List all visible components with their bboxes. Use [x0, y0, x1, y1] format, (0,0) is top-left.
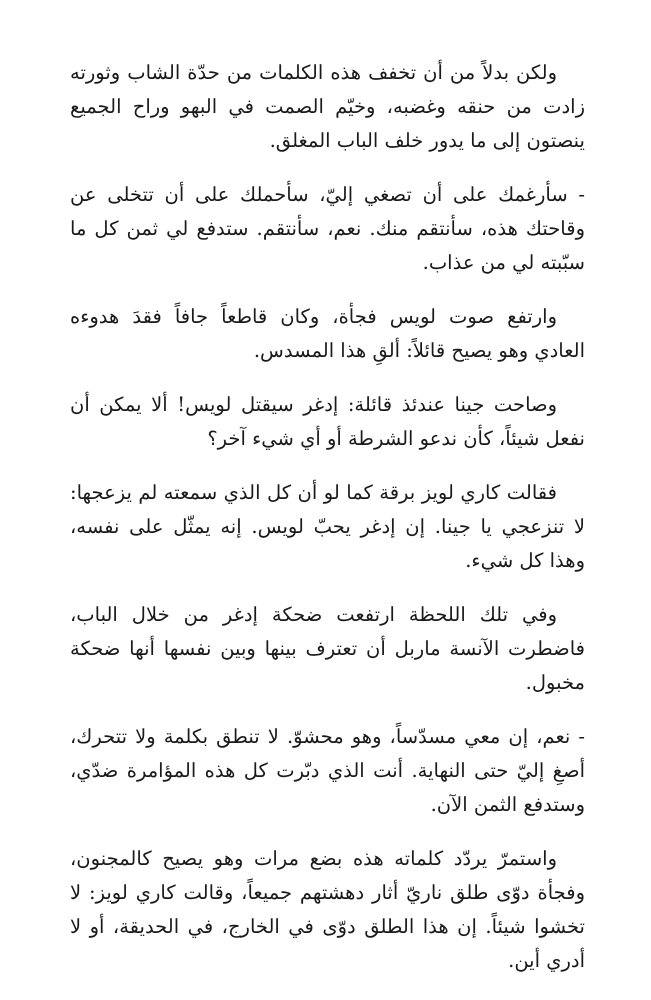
paragraph-2: - سأرغمك على أن تصغي إليّ، سأحملك على أن تتخلى عن وقاحتك هذه، سأنتقم منك. نعم، سأنتقم. ستدفع لي ثمن كل ما سبّبته لي من عذاب.	[70, 183, 585, 274]
paragraph-5: فقالت كاري لويز برقة كما لو أن كل الذي سمعته لم يزعجها: لا تنزعجي يا جينا. إن إدغر يحبّ لويس. إنه يمثّل على نفسه، وهذا كل شيء.	[70, 481, 585, 572]
paragraph-8: واستمرّ يردّد كلماته هذه بضع مرات وهو يصيح كالمجنون، وفجأة دوّى طلق ناريّ أثار دهشتهم جميعاً، وقالت كاري لويز: لا تخشوا شيئاً. إن هذا الطلق دوّى في الخارج، في الحديقة، أو لا أدري أين.	[70, 847, 585, 972]
paragraph-1: ولكن بدلاً من أن تخفف هذه الكلمات من حدّة الشاب وثورته زادت من حنقه وغضبه، وخيّم الصمت في البهو وراح الجميع ينصتون إلى ما يدور خلف الباب المغلق.	[70, 61, 585, 152]
paragraph-6: وفي تلك اللحظة ارتفعت ضحكة إدغر من خلال الباب، فاضطرت الآنسة ماربل أن تعترف بينها وبين نفسها أنها ضحكة مخبول.	[70, 603, 585, 694]
paragraph-4: وصاحت جينا عندئذ قائلة: إدغر سيقتل لويس! ألا يمكن أن نفعل شيئاً، كأن ندعو الشرطة أو أي شيء آخر؟	[70, 393, 585, 450]
paragraph-3: وارتفع صوت لويس فجأة، وكان قاطعاً جافاً فقدَ هدوءه العادي وهو يصيح قائلاً: ألقِ هذا المسدس.	[70, 305, 585, 362]
paragraph-7: - نعم، إن معي مسدّساً، وهو محشوّ. لا تنطق بكلمة ولا تتحرك، أصغِ إليّ حتى النهاية. أنت الذي دبّرت كل هذه المؤامرة ضدّي، وستدفع الثمن الآن.	[70, 725, 585, 816]
